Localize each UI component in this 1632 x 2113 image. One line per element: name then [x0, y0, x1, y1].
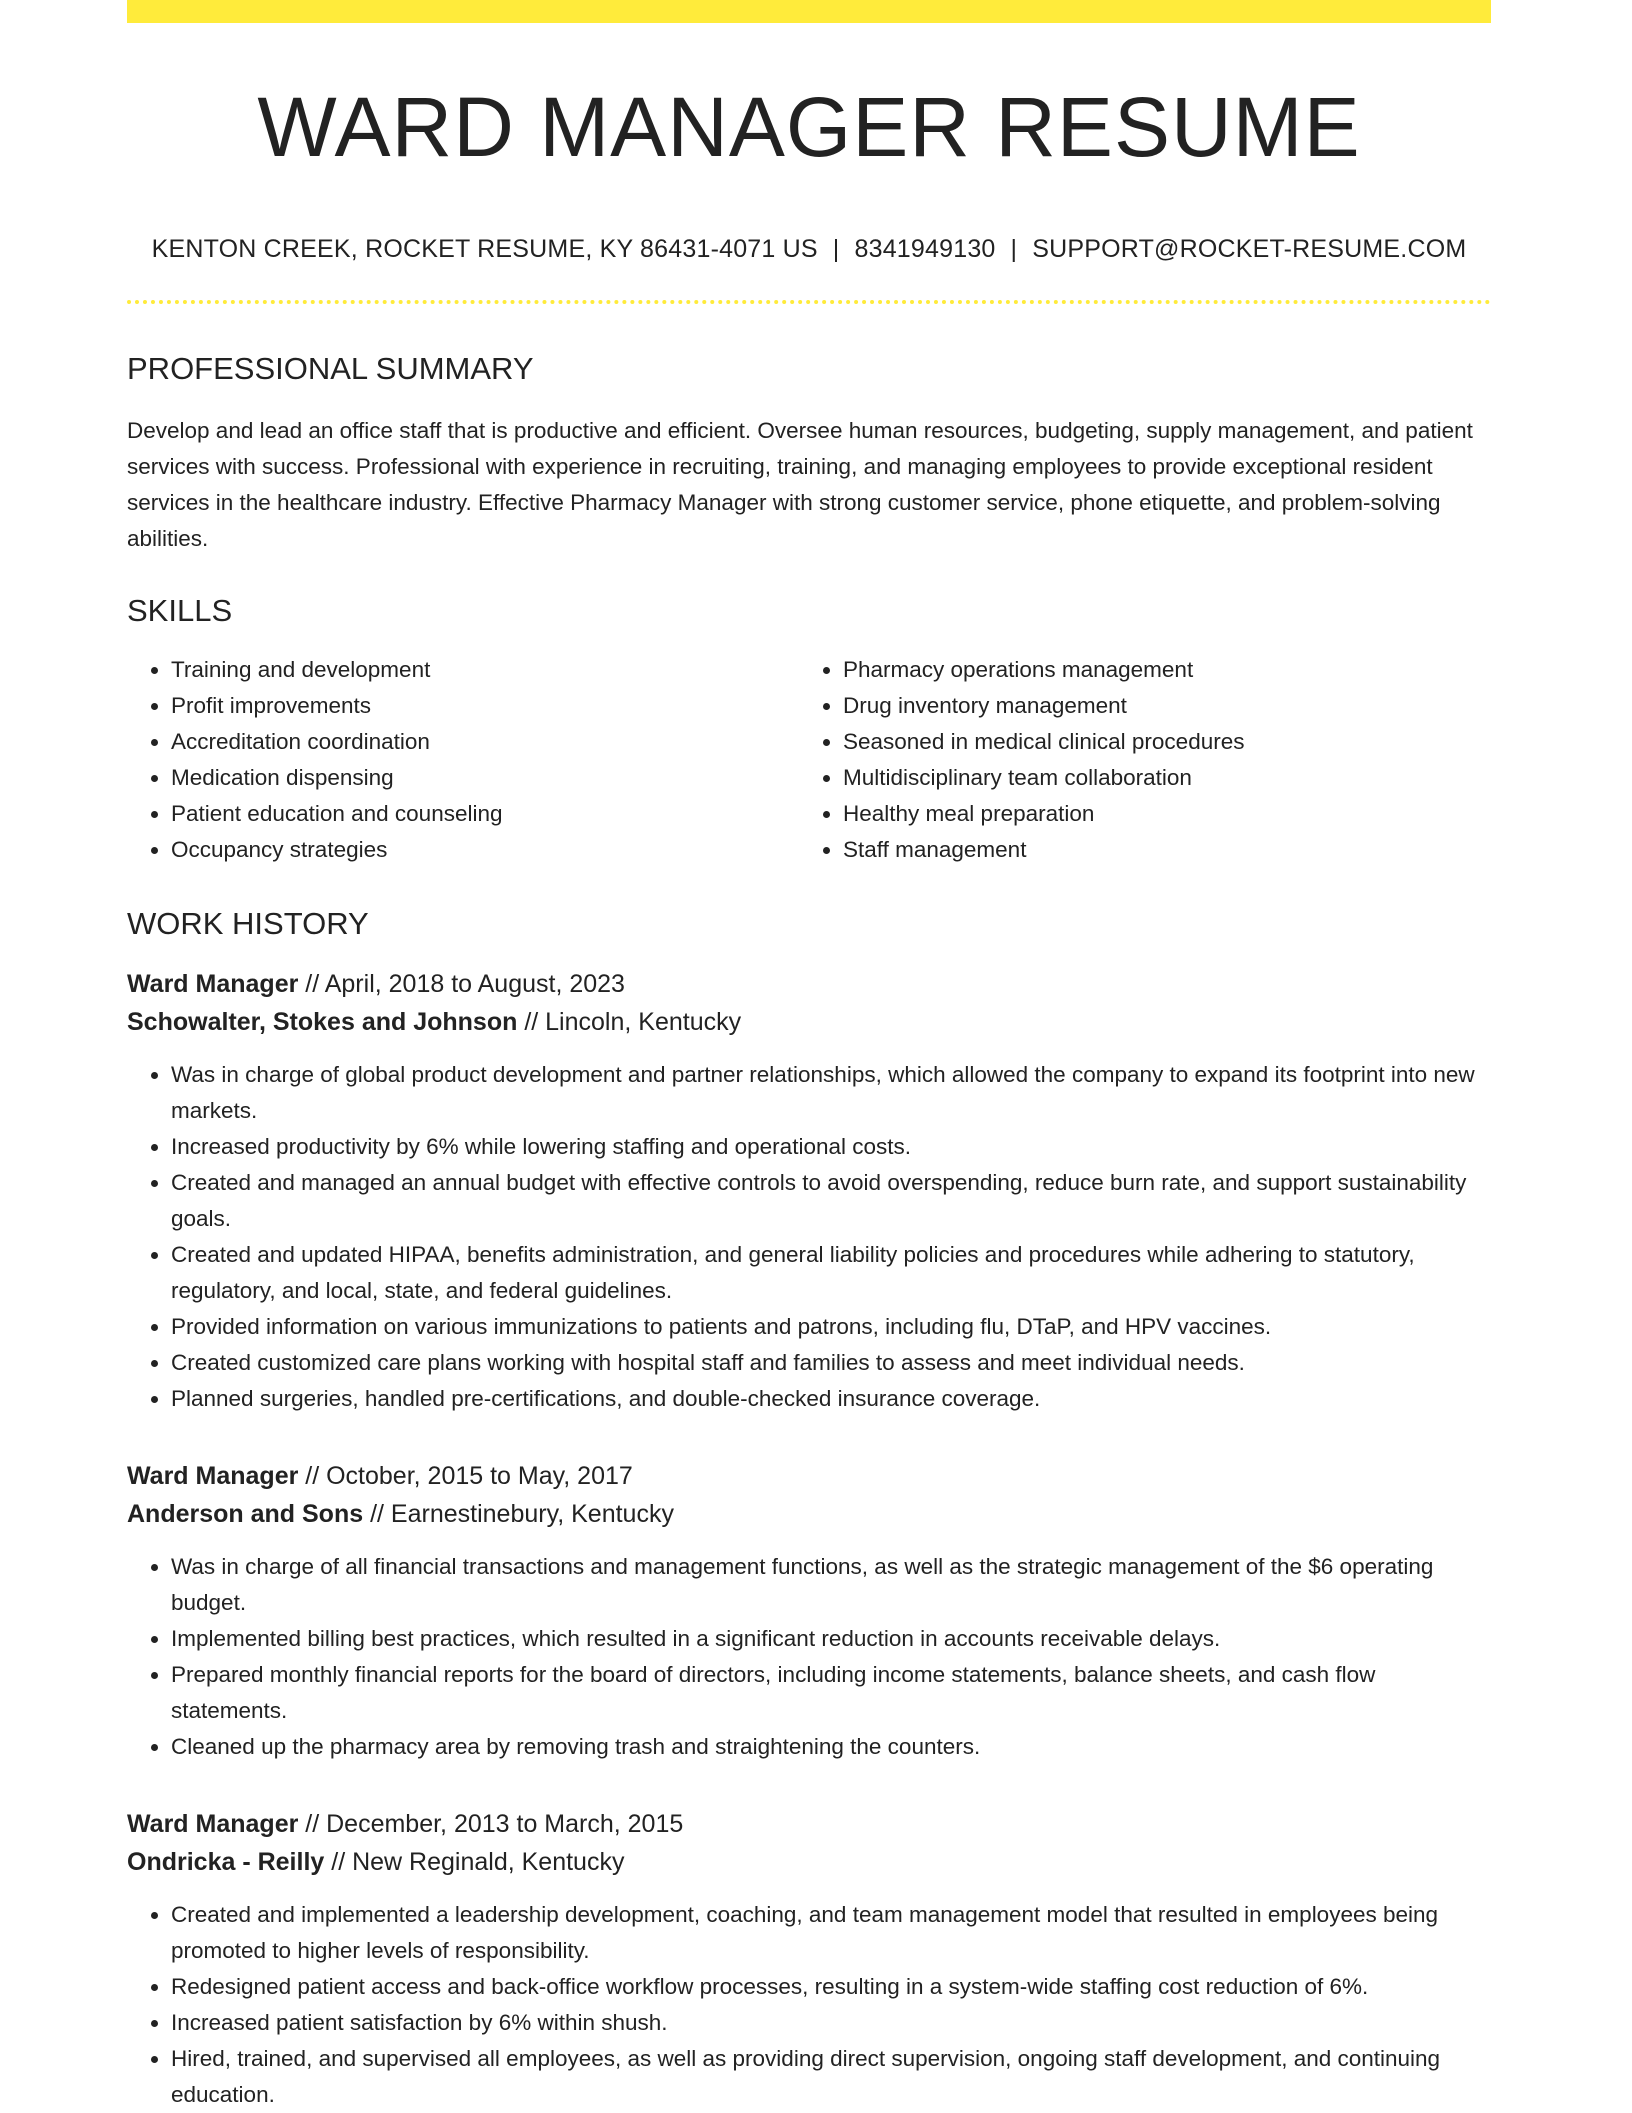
job-dates: // October, 2015 to May, 2017 [298, 1462, 633, 1490]
skill-item: • Drug inventory management [843, 688, 1491, 724]
job-role: Ward Manager [127, 970, 299, 998]
skill-item: • Healthy meal preparation [843, 796, 1491, 832]
job-entry [127, 1457, 1491, 1765]
job-dates: // April, 2018 to August, 2023 [298, 970, 625, 998]
job-bullet: • Hired, trained, and supervised all employees, as well as providing direct supervision, ongoing staff development, and continuing education. [171, 2041, 1491, 2113]
job-company: Ondricka - Reilly [127, 1848, 325, 1876]
summary-text: Develop and lead an office staff that is productive and efficient. Oversee human resources, budgeting, supply management, and patient services with success. Professional with experience in recruiting, training, and managing employees to provide exceptional resident services in the healthcare industry. Effective Pharmacy Manager with strong customer service, phone etiquette, and problem-solving abilities. [127, 418, 1473, 551]
resume-title: WARD MANAGER RESUME [257, 80, 1361, 174]
skill-item: • Training and development [171, 652, 799, 688]
job-role-line [127, 1805, 1491, 1843]
job-location: // Earnestinebury, Kentucky [363, 1500, 674, 1528]
job-entry [127, 1805, 1491, 2113]
job-bullet: • Increased patient satisfaction by 6% within shush. [171, 2005, 1491, 2041]
contact-line [127, 237, 1491, 262]
work-history-heading: WORK HISTORY [127, 906, 369, 941]
job-bullets [127, 1549, 1491, 1765]
skill-item: • Profit improvements [171, 688, 799, 724]
job-bullet: • Created and updated HIPAA, benefits administration, and general liability policies and procedures while adhering to statutory, regulatory, and local, state, and federal guidelines. [171, 1237, 1491, 1309]
job-bullet: • Increased productivity by 6% while lowering staffing and operational costs. [171, 1129, 1491, 1165]
top-accent-bar [127, 0, 1491, 23]
job-bullet: • Created customized care plans working with hospital staff and families to assess and meet individual needs. [171, 1345, 1491, 1381]
job-bullet: • Created and implemented a leadership development, coaching, and team management model that resulted in employees being promoted to higher levels of responsibility. [171, 1897, 1491, 1969]
skill-item: • Pharmacy operations management [843, 652, 1491, 688]
job-bullet: • Prepared monthly financial reports for the board of directors, including income statements, balance sheets, and cash flow statements. [171, 1657, 1491, 1729]
job-bullets [127, 1057, 1491, 1417]
contact-address: KENTON CREEK, ROCKET RESUME, KY 86431-4071 US [151, 235, 818, 263]
header-divider [127, 300, 1491, 304]
job-bullet: • Redesigned patient access and back-office workflow processes, resulting in a system-wide staffing cost reduction of 6%. [171, 1969, 1491, 2005]
job-bullet: • Planned surgeries, handled pre-certifications, and double-checked insurance coverage. [171, 1381, 1491, 1417]
job-role: Ward Manager [127, 1810, 299, 1838]
job-bullets [127, 1897, 1491, 2113]
job-entry [127, 965, 1491, 1417]
job-location: // New Reginald, Kentucky [324, 1848, 625, 1876]
job-company: Schowalter, Stokes and Johnson [127, 1008, 518, 1036]
summary-heading: PROFESSIONAL SUMMARY [127, 351, 534, 386]
job-role: Ward Manager [127, 1462, 299, 1490]
job-bullet: • Was in charge of all financial transactions and management functions, as well as the strategic management of the $6 operating budget. [171, 1549, 1491, 1621]
skills-column-right [799, 652, 1491, 868]
skills-heading: SKILLS [127, 593, 233, 628]
job-bullet: • Cleaned up the pharmacy area by removing trash and straightening the counters. [171, 1729, 1491, 1765]
skills-list [127, 652, 1491, 868]
skill-item: • Patient education and counseling [171, 796, 799, 832]
contact-phone: 8341949130 [854, 235, 996, 263]
resume-page [127, 0, 1491, 2113]
contact-separator: | [1010, 235, 1018, 263]
skill-item: • Accreditation coordination [171, 724, 799, 760]
contact-email: SUPPORT@ROCKET-RESUME.COM [1032, 235, 1467, 263]
skills-column-left [127, 652, 799, 868]
skill-item: • Medication dispensing [171, 760, 799, 796]
skill-item: • Occupancy strategies [171, 832, 799, 868]
job-company-line [127, 1843, 1491, 1881]
job-role-line [127, 1457, 1491, 1495]
job-location: // Lincoln, Kentucky [517, 1008, 742, 1036]
job-company: Anderson and Sons [127, 1500, 364, 1528]
job-bullet: • Was in charge of global product development and partner relationships, which allowed the company to expand its footprint into new markets. [171, 1057, 1491, 1129]
skill-item: • Seasoned in medical clinical procedures [843, 724, 1491, 760]
job-company-line [127, 1003, 1491, 1041]
job-dates: // December, 2013 to March, 2015 [298, 1810, 684, 1838]
job-role-line [127, 965, 1491, 1003]
job-company-line [127, 1495, 1491, 1533]
skill-item: • Staff management [843, 832, 1491, 868]
skill-item: • Multidisciplinary team collaboration [843, 760, 1491, 796]
contact-separator: | [832, 235, 840, 263]
job-bullet: • Provided information on various immunizations to patients and patrons, including flu, DTaP, and HPV vaccines. [171, 1309, 1491, 1345]
job-bullet: • Implemented billing best practices, which resulted in a significant reduction in accounts receivable delays. [171, 1621, 1491, 1657]
job-bullet: • Created and managed an annual budget with effective controls to avoid overspending, reduce burn rate, and support sustainability goals. [171, 1165, 1491, 1237]
